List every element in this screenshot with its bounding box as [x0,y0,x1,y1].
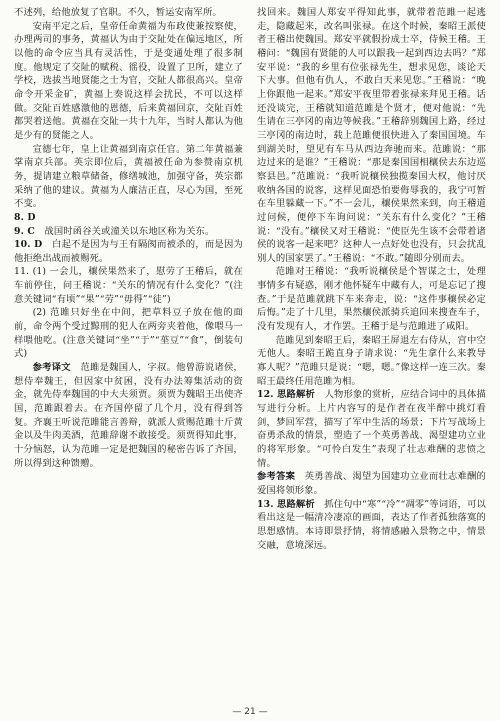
reference-translation [14,361,243,470]
paragraph: 找回来。魏国人郑安平得知此事，就带着范雎一起逃走，隐藏起来，改名叫张禄。在这个时候，秦昭王派使者王稽出使魏国。郑安平就假扮成士卒，侍候王稽。王稽问：“魏国有贤能的人可以跟我一起到西边去吗？”郑安平说：“我的乡里有位张禄先生，想求见您，谈论天下大事。但他有仇人，不敢白天来见您。”王稽说：“晚上你跟他一起来。”郑安平夜里带着张禄来拜见王稽。话还没谈完，王稽就知道范雎是个贤才，便对他说：“先生请在三亭冈的南边等候我。”王稽辞别魏国上路，经过三亭冈的南边时，载上范雎便很快进入了秦国国境。车到湖关时，望见有车马从西边奔驰而来。范雎说：“那边过来的是谁？”王稽说：“那是秦国国相穰侯去东边巡察县邑。”范雎说：“我听说穰侯独揽秦国大权，他讨厌收纳各国的说客，这样见面恐怕要侮辱我的，我宁可暂在车里躲藏一下。”不一会儿，穰侯果然来到，向王稽道过问候，便停下车询问说：“关东有什么变化？”王稽说：“没有。”穰侯又对王稽说：“使臣先生该不会带着诸侯的说客一起来吧？这种人一点好处也没有，只会扰乱别人的国家罢了。”王稽说：“不敢。”随即分别而去。 [257,7,486,264]
answer-10 [14,238,243,265]
answer-9-label: 9. C [14,225,35,237]
paragraph: 宣德七年，皇上让黄福到南京任官。第二年黄福兼掌南京兵部。英宗即位后，黄福被任命为参赞南京机务，提请建立粮草储备，修缮城池，加强守备，英宗都采纳了他的建议。黄福为人廉洁正直，尽心为国，至死不变。 [14,143,243,210]
reference-text: 范雎是魏国人，字叔。他曾游说诸侯，想侍奉魏王，但因家中贫困，没有办法筹集活动的资金，就先侍奉魏国的中大夫须贾。须贾为魏昭王出使齐国，范雎跟着去。在齐国停留了几个月，没有得到答复。齐襄王听说范雎能言善辩，就派人赏赐范雎十斤黄金以及牛肉美酒，范雎辞谢不敢接受。须贾得知此事，十分恼怒，认为范雎一定是把魏国的秘密告诉了齐国，所以得到这种馈赠。 [14,362,243,469]
answer-13 [257,498,486,553]
answer-9 [14,225,243,239]
answer-11: 11. (1) 一会儿，穰侯果然来了，慰劳了王稽后，就在车前停住，问王稽说：“关东的情况有什么变化？”(注意关键词“有顷”“果”“劳”“毋得”“徒”) [14,266,243,305]
answer-12-label: 12. 思路解析 [257,389,316,401]
paragraph: 范雎对王稽说：“我听说穰侯是个智谋之士，处理事情多有疑惑，刚才他怀疑车中藏有人，可是忘记了搜查。”于是范雎就跳下车来奔走，说：“这件事穰侯必定后悔。”走了十几里，果然穰侯派骑兵追回来搜查车子，没有发现有人，才作罢。王稽于是与范雎进了咸阳。 [257,266,486,333]
paragraph: 范雎见到秦昭王后，秦昭王屏退左右侍从，宫中空无他人。秦昭王跪直身子请求说：“先生拿什么来教导寡人呢？”范雎只是说：“嗯，嗯。”像这样一连三次。秦昭王最终任用范雎为相。 [257,334,486,387]
left-column [14,6,243,696]
answer-11-part2: (2) 范雎只好坐在中间，把草料豆子放在他的面前，命令两个受过黥刑的犯人在两旁夹着他，像喂马一样喂他吃。(注意关键词“坐”“于”“莝豆”“食”，倒装句式) [14,307,243,360]
answer-12-ref-label: 参考答案 [257,471,296,483]
page-number: — 21 — [232,707,268,717]
answer-8: 8. D [14,211,36,223]
answer-13-label: 13. 思路解析 [257,498,315,510]
paragraph: 不述列，给他放复了官职。不久，暂运安南军所。 [14,7,222,18]
answer-12-text: 人物形象的赏析，应结合词中的具体描写进行分析。上片内容写的是作者在夜半醉中挑灯看剑，梦回军营，描写了军中生活的场景；下片写战场上奋勇杀敌的情景，塑造了一个英勇善战、渴望建功立业的将军形象。“可怜白发生”表现了壮志难酬的悲愤之情。 [257,389,486,469]
answer-10-label: 10. D [14,239,43,251]
answer-9-text: 战国时函谷关或潼关以东地区称为关东。 [44,225,215,237]
answer-10-text: 白起不是因为与王有隔阂而被杀的，而是因为他拒绝出战而被赐死。 [14,239,243,264]
paragraph: 安南平定之后，皇帝任命黄福为布政使兼按察使，办理两司的事务，黄福认为由于交阯处在偏远地区，所以他的命令应当具有灵活性，于是变通处理了很多制度。他规定了交阯的赋税、徭役，设置了卫所，建立了学校，选拔当地贤能之士为官，交阯人都很高兴。皇帝命令开采金矿，黄福上奏说这样会扰民，不可以这样做。交阯百姓感激他的恩德，后来黄福回京，交阯百姓都哭着送他。黄福在交阯一共十九年，当时人都认为他是少有的贤能之人。 [14,20,243,141]
answer-12 [257,388,486,470]
answer-12-ref-text: 英勇善战、渴望为国建功立业而壮志难酬的爱国将领形象。 [257,471,486,496]
answer-13-text: 抓住句中“寒”“冷”“凋零”等词语，可以看出这是一幅清冷凄凉的画面，表达了作者孤独落寞的思想感情。本诗即景抒情，将情感融入景物之中，情景交融，意境深远。 [257,498,486,551]
answer-12-reference [257,470,486,497]
reference-label: 参考译文 [32,362,71,374]
right-column [257,6,486,696]
